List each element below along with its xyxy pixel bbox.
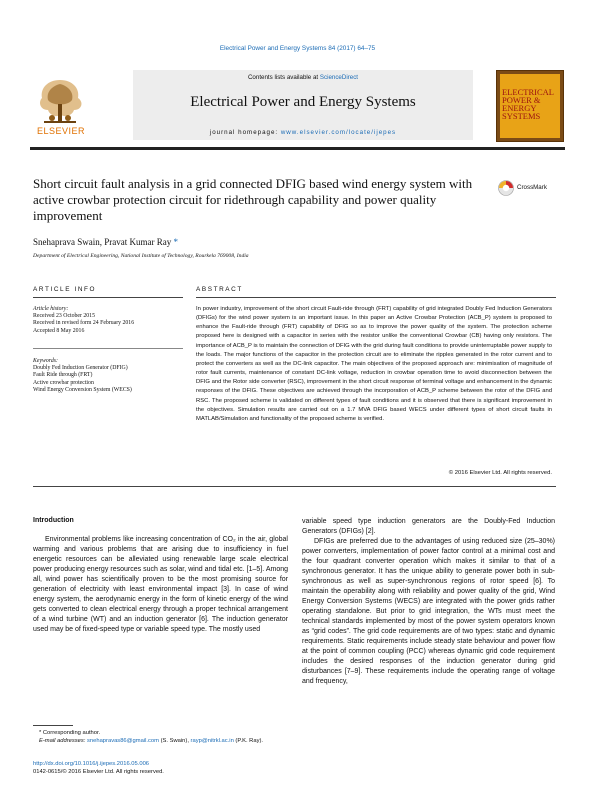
email-line bbox=[33, 737, 288, 745]
article-title: Short circuit fault analysis in a grid connected DFIG based wind energy system with active crowbar protection circuit for ridethrough capability and power quality improvement bbox=[33, 176, 473, 223]
introduction-heading: Introduction bbox=[33, 517, 74, 524]
abstract-rule bbox=[196, 297, 556, 298]
email-link-2[interactable]: rayp@nitrkl.ac.in bbox=[190, 738, 234, 745]
intro-right-paragraph-1: variable speed type induction generators are the Doubly-Fed Induction Generators (DFIGs) [2]. bbox=[302, 518, 555, 535]
corresponding-author-mark[interactable]: * bbox=[171, 237, 178, 247]
contents-line bbox=[133, 74, 473, 81]
abstract-copyright: © 2016 Elsevier Ltd. All rights reserved. bbox=[448, 470, 552, 476]
homepage-link[interactable]: www.elsevier.com/locate/ijepes bbox=[280, 129, 397, 136]
history-label: Article history: bbox=[33, 306, 69, 312]
keywords-label: Keywords: bbox=[33, 358, 58, 364]
journal-cover-thumbnail bbox=[496, 70, 564, 142]
journal-name: Electrical Power and Energy Systems bbox=[190, 94, 416, 110]
email-owner-2: (P.K. Ray). bbox=[233, 738, 264, 745]
keyword-item: Doubly Fed Induction Generator (DFIG) bbox=[33, 365, 128, 372]
footnote-block bbox=[33, 729, 288, 746]
article-info-rule bbox=[33, 297, 183, 298]
email-owner-1: (S. Swain), bbox=[158, 738, 191, 745]
elsevier-wordmark: ELSEVIER bbox=[36, 126, 86, 136]
history-revised: Received in revised form 24 February 2016 bbox=[33, 320, 135, 327]
intro-left-column: Environmental problems like increasing concentration of CO₂ in the air, global warming and various problems that are arising due to insufficiency in fuel energetic resources can be alleviated using renewable large scale electrical power producing energy resources such as solar, wind and tidal etc. [1–5]. Among all, wind power has scientifically proven to be the most promising source for generation of electricity with least environmental impact [3]. In case of wind energy system, the aerodynamic energy in the form of kinetic energy of the wind gets converted to clean electrical energy through a proper technical arrangement of a wind turbine (WT) and an induction generator [6]. The induction generator used may be of fixed-speed type or variable speed type. The mostly used bbox=[33, 536, 288, 633]
email-label: E-mail addresses: bbox=[39, 738, 88, 745]
info-divider bbox=[33, 348, 183, 349]
article-info-heading: ARTICLE INFO bbox=[33, 286, 97, 293]
keywords-block bbox=[33, 358, 183, 394]
crossmark-badge[interactable] bbox=[498, 180, 558, 196]
doi-block bbox=[33, 760, 333, 777]
history-accepted: Accepted 8 May 2016 bbox=[33, 327, 85, 334]
history-received: Received 23 October 2015 bbox=[33, 313, 95, 320]
abstract-bottom-rule bbox=[33, 486, 556, 487]
affiliation: Department of Electrical Engineering, National Institute of Technology, Rourkela 769008, India bbox=[33, 253, 249, 259]
journal-citation[interactable]: Electrical Power and Energy Systems 84 (2017) 64–75 bbox=[219, 45, 376, 52]
footnote-rule bbox=[33, 725, 73, 726]
abstract-heading: ABSTRACT bbox=[196, 286, 243, 293]
cover-panel bbox=[500, 74, 560, 138]
homepage-prefix: journal homepage: bbox=[209, 129, 281, 136]
keyword-item: Fault Ride through (FRT) bbox=[33, 372, 93, 379]
contents-prefix: Contents lists available at bbox=[247, 74, 320, 81]
email-link-1[interactable]: snehapravas86@gmail.com bbox=[87, 738, 159, 745]
abstract-text: In power industry, improvement of the short circuit Fault-ride through (FRT) capability of grid integrated Doubly Fed Induction Generators (DFIGs) for the wind power system is an important issue. In this paper an Active Crowbar Protection (ACB_P) system is proposed to enhance the Fault-ride through (FRT) capability of DFIG so as to improve the power quality of the system. The protection scheme proposed here is designed with a capacitor in series with the resistor unlike the conventional Crowbar (CB) having only resistors. The importance of ACB_P is to maintain the connection of DFIG with the grid during fault conditions to provide uninterruptable power supply to the loads. The major functions of the capacitor in the protection circuit are to eliminate the ripples generated in the rotor current and to protect the converters as well as the DC-link capacitor. The main objectives of the proposed approach are: minimisation of magnitude of rotor fault currents, maintenance of constant DC-link voltage, reduction in crowbar operation time to avoid disconnection between the DFIG and the Rotor side converter (RSC), improvement in the short circuit response of terminal voltage and enhancement in the dynamic responses of the DFIG. These objectives are achieved through the incorporation of ACB_P scheme between the rotor of the DFIG and RSC. The proposed scheme is validated on different types of fault conditions and it is observed that there is significant improvement in the objectives. Simulation results are carried out on a 1.7 MVA DFIG based WECS under different types of short circuit faults in MATLAB/Simulation and functionality of the proposed scheme is verified. bbox=[196, 306, 552, 422]
homepage-line bbox=[133, 129, 473, 136]
article-history bbox=[33, 306, 183, 335]
intro-right-paragraph-2: DFIGs are preferred due to the advantages of using reduced size (25–30%) power converters, implementation of power factor control at a minimal cost and the four quadrant converter operation which makes it similar to that of a synchronous generator. It has the unique ability to generate power both in sub-synchronous as well as super-synchronous regions of rotor speed [6]. To maintain the operability along with reliability and power quality of the grid, Wind Energy Conversion Systems (WECS) are integrated with the power grids rather operating standalone. But prior to grid integration, the WTs must meet the technical standards implemented by most of the power system operators known as “grid codes”. The grid code requirements are of two types: static and dynamic requirements. Static requirements include steady state behaviour and power flow at the point of common coupling (PCC) whereas dynamic grid code requirement includes the desired responses of the induction generator during grid disturbances [7–9]. These requirements include the operating range of voltage and frequency, bbox=[302, 538, 555, 685]
author-names: Snehaprava Swain, Pravat Kumar Ray bbox=[33, 237, 172, 247]
keyword-item: Active crowbar protection bbox=[33, 379, 94, 386]
corresponding-author-note: * Corresponding author. bbox=[39, 730, 101, 736]
header-rule bbox=[30, 147, 565, 150]
crossmark-label: CrossMark bbox=[517, 184, 547, 191]
cover-title: ELECTRICAL POWER & ENERGY SYSTEMS bbox=[502, 87, 554, 121]
keyword-item: Wind Energy Conversion System (WECS) bbox=[33, 386, 132, 393]
sciencedirect-link[interactable]: ScienceDirect bbox=[319, 74, 359, 81]
author-list bbox=[33, 237, 433, 247]
doi-link[interactable]: http://dx.doi.org/10.1016/j.ijepes.2016.05.006 bbox=[33, 761, 150, 767]
crossmark-icon bbox=[498, 180, 514, 196]
intro-right-column bbox=[302, 517, 555, 687]
issn-line: 0142-0615/© 2016 Elsevier Ltd. All rights reserved. bbox=[33, 769, 164, 776]
journal-banner bbox=[133, 70, 473, 140]
